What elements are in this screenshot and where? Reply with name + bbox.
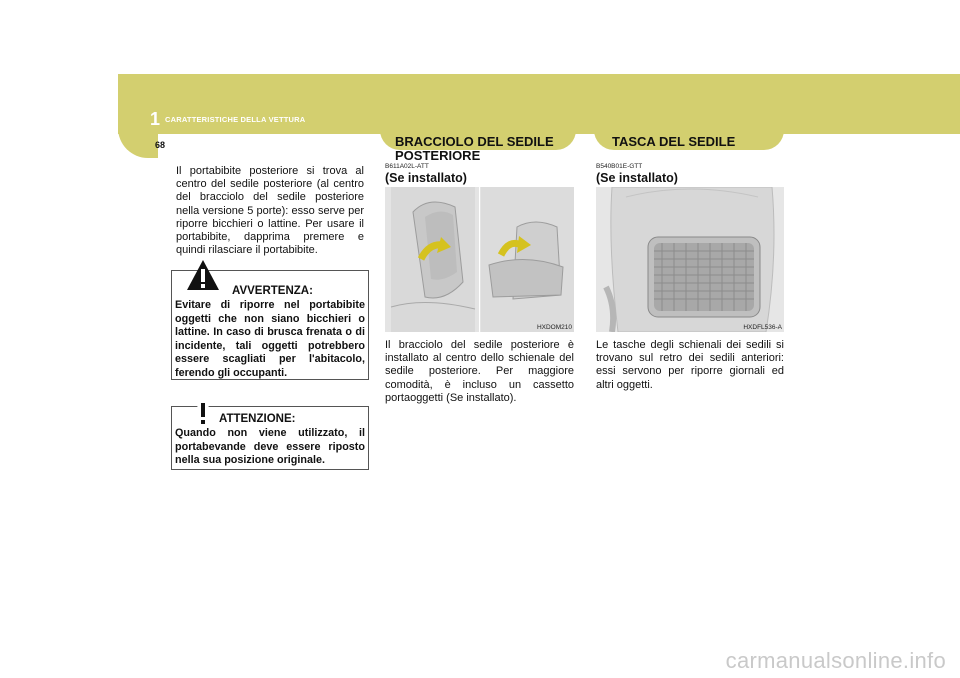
header-band	[118, 74, 960, 134]
seat-pocket-illustration	[596, 187, 784, 332]
warning-heading: AVVERTENZA:	[232, 285, 313, 297]
seat-pocket-photo	[596, 187, 784, 332]
warning-text: Evitare di riporre nel portabibite oggetti che non siano bicchieri o lattine. In caso di brusca frenata o di incidente, tali oggetti potrebbero essere scagliati per l'abitacolo, ferendo gli occupanti.	[175, 299, 365, 379]
seat-pocket-text: Le tasche degli schienali dei sedili si trovano sul retro dei sedili anteriori: essi servono per riporre giornali ed altri oggetti.	[596, 339, 784, 391]
caution-box	[171, 406, 369, 470]
exclamation-triangle-outline-icon	[186, 395, 220, 427]
armrest-illustration	[385, 187, 574, 332]
exclamation-triangle-icon	[186, 259, 220, 291]
caution-text: Quando non viene utilizzato, il portabevande deve essere riposto nella sua posizione originale.	[175, 427, 365, 467]
armrest-subtitle: (Se installato)	[385, 171, 467, 185]
chapter-title: CARATTERISTICHE DELLA VETTURA	[165, 115, 306, 124]
armrest-text: Il bracciolo del sedile posteriore è installato al centro dello schienale del sedile posteriore. Per maggiore comodità, è incluso un cassetto portaoggetti (Se installato).	[385, 339, 574, 404]
armrest-image-label: HXDOM210	[536, 324, 572, 331]
seat-pocket-code: B540B01E-GTT	[596, 163, 643, 170]
armrest-section-title: BRACCIOLO DEL SEDILE POSTERIORE	[395, 134, 554, 163]
armrest-photo	[385, 187, 574, 332]
warning-box	[171, 270, 369, 380]
armrest-code: B611A02L-ATT	[385, 163, 429, 170]
caution-heading: ATTENZIONE:	[219, 413, 296, 425]
chapter-number: 1	[150, 109, 161, 129]
seat-pocket-image-label: HXDFL536-A	[743, 324, 782, 331]
seat-pocket-subtitle: (Se installato)	[596, 171, 678, 185]
cupholder-intro: Il portabibite posteriore si trova al centro del sedile posteriore (al centro del bracciolo del sedile posteriore nella versione 5 porte): esso serve per riporre bicchieri o lattine. Per usare il portabibite, dapprima premere e quindi rilasciare il portabibite.	[176, 165, 364, 257]
seat-pocket-section-title: TASCA DEL SEDILE	[612, 134, 736, 149]
page-number: 68	[155, 140, 166, 150]
watermark: carmanualsonline.info	[725, 648, 946, 673]
